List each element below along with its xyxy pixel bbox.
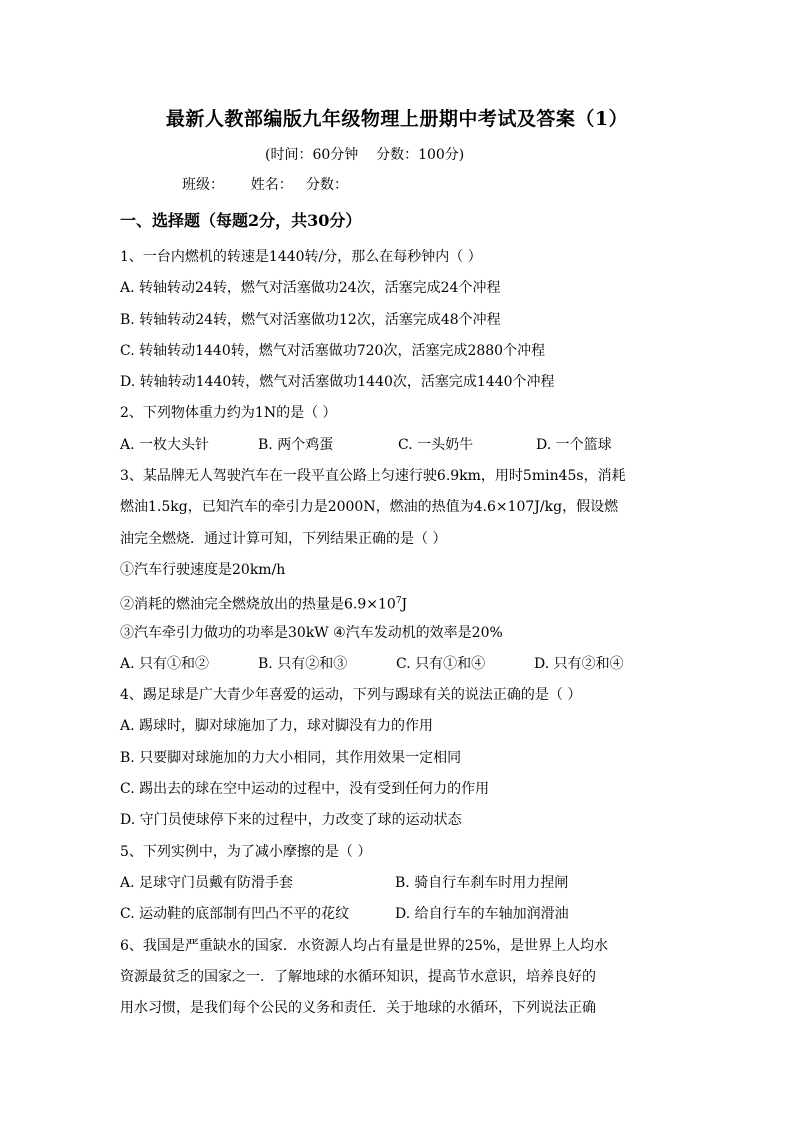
q2-option-b: B. 两个鸡蛋 xyxy=(258,436,334,453)
exam-time-score: (时间：60分钟 分数：100分) xyxy=(265,147,465,163)
q5-options-cd xyxy=(120,903,680,934)
q3-options xyxy=(120,653,680,684)
q1-stem: 1、一台内燃机的转速是1440转/分，那么在每秒钟内（ ） xyxy=(120,249,482,265)
q2-stem: 2、下列物体重力约为1N的是（ ） xyxy=(120,405,337,422)
page-title: 最新人教部编版九年级物理上册期中考试及答案（1） xyxy=(165,108,629,130)
q3-stem-line-2: 燃油1.5kg，已知汽车的牵引力是2000N，燃油的热值为4.6×107J/kg，假设燃 xyxy=(120,499,619,516)
student-info-line: 班级： 姓名： 分数： xyxy=(182,177,349,193)
q3-stem-line-3: 油完全燃烧．通过计算可知，下列结果正确的是（ ） xyxy=(120,530,447,547)
q5-option-a: A. 足球守门员戴有防滑手套 xyxy=(120,874,294,891)
q4-stem: 4、踢足球是广大青少年喜爱的运动，下列与踢球有关的说法正确的是（ ） xyxy=(120,687,582,704)
q4-option-b: B. 只要脚对球施加的力大小相同，其作用效果一定相同 xyxy=(120,749,462,766)
q3-statement-3-4: ③汽车牵引力做功的功率是30kW ④汽车发动机的效率是20% xyxy=(120,624,503,641)
q2-options xyxy=(120,434,680,465)
q6-stem-line-2: 资源最贫乏的国家之一．了解地球的水循环知识，提高节水意识，培养良好的 xyxy=(120,968,596,985)
q1-option-c: C. 转轴转动1440转，燃气对活塞做功720次，活塞完成2880个冲程 xyxy=(120,342,546,359)
q2-option-a: A. 一枚大头针 xyxy=(120,436,210,453)
q6-stem-line-1: 6、我国是严重缺水的国家．水资源人均占有量是世界的25%，是世界上人均水 xyxy=(120,937,609,954)
q4-option-d: D. 守门员使球停下来的过程中，力改变了球的运动状态 xyxy=(120,812,462,829)
q6-stem-line-3: 用水习惯，是我们每个公民的义务和责任．关于地球的水循环，下列说法正确 xyxy=(120,1000,596,1017)
q2-option-c: C. 一头奶牛 xyxy=(398,436,474,453)
q3-option-c: C. 只有①和④ xyxy=(396,655,486,672)
q3-option-d: D. 只有②和④ xyxy=(534,655,624,672)
q5-stem: 5、下列实例中，为了减小摩擦的是（ ） xyxy=(120,843,372,860)
q5-options-ab xyxy=(120,872,680,903)
q3-option-a: A. 只有①和② xyxy=(120,655,210,672)
q2-option-d: D. 一个篮球 xyxy=(536,436,612,453)
q3-statement-2-unit: J xyxy=(401,596,408,613)
q5-option-d: D. 给自行车的车轴加润滑油 xyxy=(395,906,569,923)
q4-option-a: A. 踢球时，脚对球施加了力，球对脚没有力的作用 xyxy=(120,718,434,735)
question-list xyxy=(120,246,680,1028)
q1-option-b: B. 转轴转动24转，燃气对活塞做功12次，活塞完成48个冲程 xyxy=(120,311,501,328)
q1-option-d: D. 转轴转动1440转，燃气对活塞做功1440次，活塞完成1440个冲程 xyxy=(120,374,555,391)
q3-option-b: B. 只有②和③ xyxy=(258,655,348,672)
q3-stem-line-1: 3、某品牌无人驾驶汽车在一段平直公路上匀速行驶6.9km，用时5min45s，消耗 xyxy=(120,468,626,485)
q3-statement-2 xyxy=(120,590,680,621)
q5-option-b: B. 骑自行车刹车时用力捏闸 xyxy=(395,874,569,891)
q5-option-c: C. 运动鞋的底部制有凹凸不平的花纹 xyxy=(120,906,350,923)
q3-statement-2-exponent: 7 xyxy=(395,596,402,607)
q1-option-a: A. 转轴转动24转，燃气对活塞做功24次，活塞完成24个冲程 xyxy=(120,280,501,297)
section-heading-choice: 一、选择题（每题2分，共30分） xyxy=(120,211,362,230)
q3-statement-2-text: ②消耗的燃油完全燃烧放出的热量是6.9×10 xyxy=(120,596,396,613)
q4-option-c: C. 踢出去的球在空中运动的过程中，没有受到任何力的作用 xyxy=(120,781,490,798)
q3-statement-1: ①汽车行驶速度是20km/h xyxy=(120,561,286,578)
